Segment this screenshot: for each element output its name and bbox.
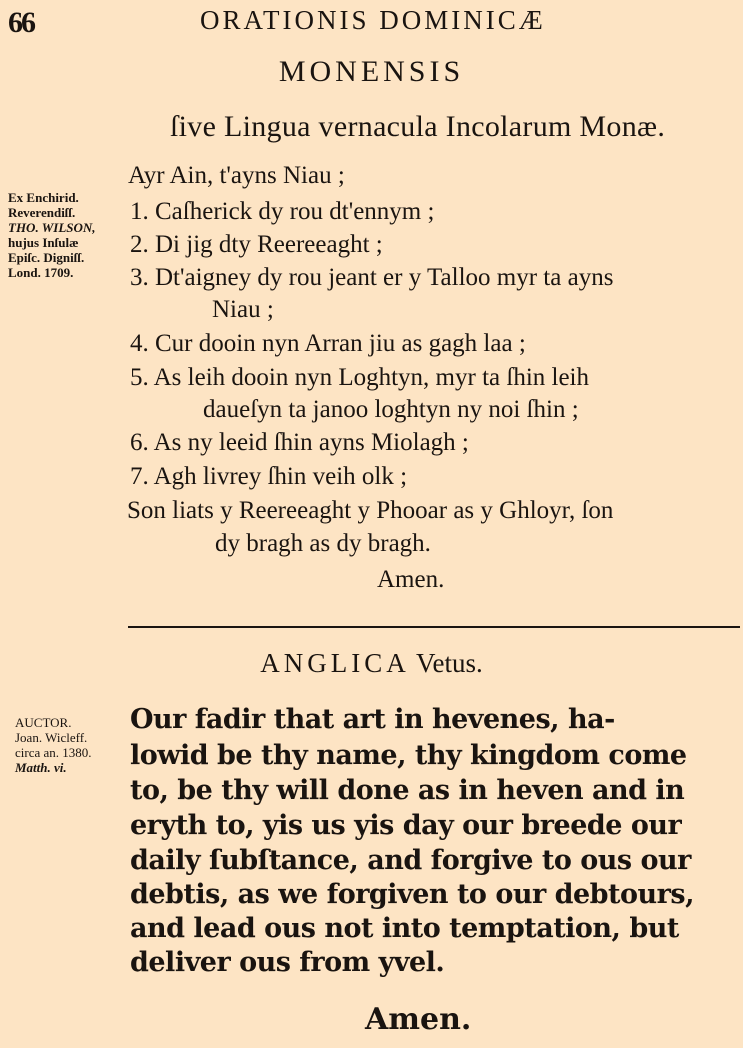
note-line: AUCTOR. <box>15 715 72 730</box>
note-line: Matth. vi. <box>15 760 67 775</box>
note-line: hujus Inſulæ <box>8 235 79 250</box>
prayer-line: 5. As leih dooin nyn Loghtyn, myr ta ſhin leih <box>130 364 589 391</box>
prayer-line: 4. Cur dooin nyn Arran jiu as gagh laa ; <box>130 330 526 357</box>
prayer-line: 3. Dt'aigney dy rou jeant er y Talloo myr ta ayns <box>130 264 614 291</box>
section-title-main: ANGLICA <box>260 648 410 678</box>
prayer-line: 1. Caſherick dy rou dt'ennym ; <box>130 198 435 225</box>
prayer-line: Niau ; <box>212 296 274 323</box>
note-line: Reverendiſſ. <box>8 205 76 220</box>
english-line: to, be thy will done as in heven and in <box>130 775 685 806</box>
prayer-line: daueſyn ta janoo loghtyn ny noi ſhin ; <box>203 396 579 423</box>
note-line: Lond. 1709. <box>8 265 74 280</box>
prayer-amen: Amen. <box>377 566 445 593</box>
english-line: deliver ous from yvel. <box>130 947 445 978</box>
prayer-line: dy bragh as dy bragh. <box>215 530 431 557</box>
english-line: eryth to, yis us yis day our breede our <box>130 810 682 841</box>
prayer-line: Son liats y Reereeaght y Phooar as y Ghloyr, ſon <box>127 497 614 524</box>
english-line: Our fadir that art in hevenes, ha- <box>130 704 615 735</box>
note-line: circa an. 1380. <box>15 745 92 760</box>
prayer-line: 6. As ny leeid ſhin ayns Miolagh ; <box>130 429 469 456</box>
english-line: and lead ous not into temptation, but <box>130 913 679 944</box>
section-divider <box>128 626 740 628</box>
prayer-line: 7. Agh livrey ſhin veih olk ; <box>130 463 408 490</box>
page-number: 66 <box>8 6 34 39</box>
prayer-line: Ayr Ain, t'ayns Niau ; <box>128 162 345 189</box>
english-amen: Amen. <box>365 1002 472 1037</box>
english-line: lowid be thy name, thy kingdom come <box>130 740 687 771</box>
note-line: Epiſc. Digniſſ. <box>8 250 85 265</box>
english-line: debtis, as we forgiven to our debtours, <box>130 879 694 910</box>
source-note-english <box>15 715 92 775</box>
subtitle: ſive Lingua vernacula Incolarum Monæ. <box>170 110 666 143</box>
english-line: daily ſubſtance, and forgive to ous our <box>130 845 691 876</box>
note-line: Joan. Wicleff. <box>15 730 88 745</box>
section-title-sub: Vetus. <box>416 648 483 678</box>
prayer-line: 2. Di jig dty Reereeaght ; <box>130 231 383 258</box>
note-line: THO. WILSON, <box>8 220 96 235</box>
section-title <box>0 648 743 679</box>
source-note-manx <box>8 190 96 280</box>
running-head: ORATIONIS DOMINICÆ <box>200 5 546 35</box>
note-line: Ex Enchirid. <box>8 190 79 205</box>
page-title: MONENSIS <box>278 55 465 88</box>
